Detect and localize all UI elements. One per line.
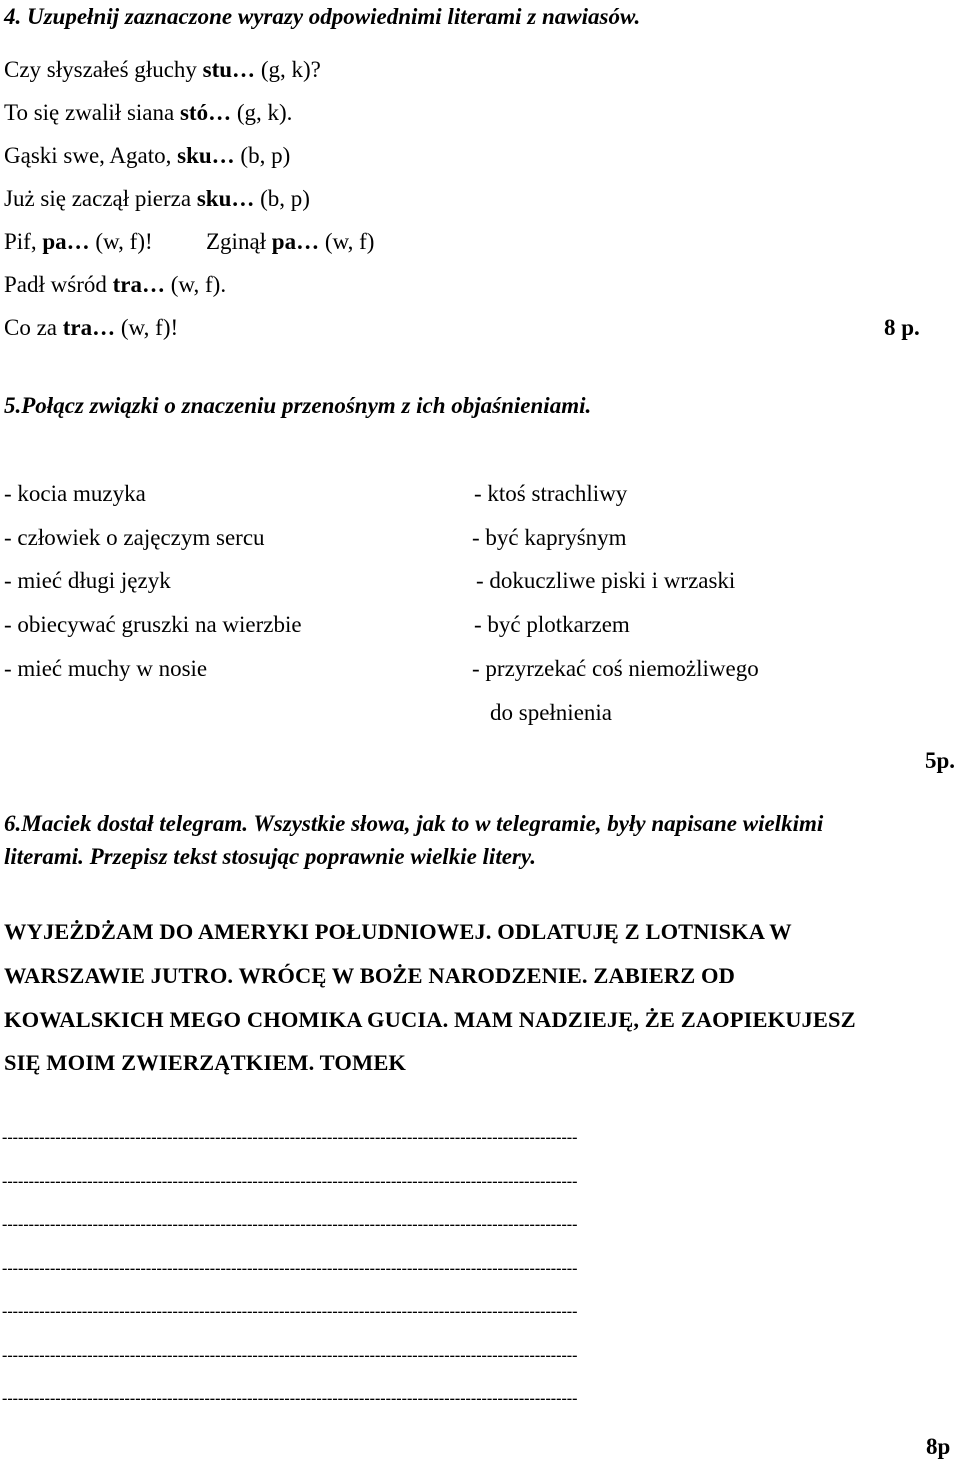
task4-points: 8 p. [884, 315, 920, 340]
task4-line-1: Czy słyszałeś głuchy stu… (g, k)? [4, 57, 321, 82]
answer-line-7: ------------------------------------------------------------------------------------------------------------ [2, 1391, 578, 1407]
task5-right-5: - przyrzekać coś niemożliwego [472, 656, 759, 681]
telegram-line-2: WARSZAWIE JUTRO. WRÓCĘ W BOŻE NARODZENIE. ZABIERZ OD [4, 963, 735, 988]
answer-line-4: ------------------------------------------------------------------------------------------------------------ [2, 1261, 578, 1277]
task4-line-3: Gąski swe, Agato, sku… (b, p) [4, 143, 291, 168]
telegram-line-3: KOWALSKICH MEGO CHOMIKA GUCIA. MAM NADZIEJĘ, ŻE ZAOPIEKUJESZ [4, 1007, 856, 1032]
task4-line-6: Padł wśród tra… (w, f). [4, 272, 227, 297]
task5-heading: 5.Połącz związki o znaczeniu przenośnym z ich objaśnieniami. [4, 393, 592, 418]
task4-line-7: Co za tra… (w, f)! [4, 315, 179, 340]
task4-heading: 4. Uzupełnij zaznaczone wyrazy odpowiednimi literami z nawiasów. [4, 4, 641, 29]
answer-line-6: ------------------------------------------------------------------------------------------------------------ [2, 1348, 578, 1364]
task6-heading-line-2: literami. Przepisz tekst stosując poprawnie wielkie litery. [4, 844, 536, 869]
task5-right-5-cont: do spełnienia [490, 700, 612, 725]
task5-left-5: - mieć muchy w nosie [4, 656, 208, 681]
task5-left-2: - człowiek o zajęczym sercu [4, 525, 265, 550]
task5-left-1: - kocia muzyka [4, 481, 146, 506]
answer-line-1: ------------------------------------------------------------------------------------------------------------ [2, 1130, 578, 1146]
task4-line-4: Już się zaczął pierza sku… (b, p) [4, 186, 310, 211]
task6-heading-line-1: 6.Maciek dostał telegram. Wszystkie słowa, jak to w telegramie, były napisane wielkimi [4, 811, 824, 836]
task6-points: 8p [926, 1434, 951, 1459]
answer-line-3: ------------------------------------------------------------------------------------------------------------ [2, 1217, 578, 1233]
task4-line-2: To się zwalił siana stó… (g, k). [4, 100, 293, 125]
task5-right-2: - być kapryśnym [472, 525, 627, 550]
task5-left-3: - mieć długi język [4, 568, 171, 593]
task5-right-1: - ktoś strachliwy [474, 481, 628, 506]
task5-points: 5p. [925, 748, 956, 773]
task5-right-4: - być plotkarzem [474, 612, 630, 637]
telegram-line-1: WYJEŻDŻAM DO AMERYKI POŁUDNIOWEJ. ODLATUJĘ Z LOTNISKA W [4, 919, 792, 944]
task4-line-5a: Pif, pa… (w, f)! [4, 229, 153, 254]
task4-line-5b: Zginął pa… (w, f) [206, 229, 375, 254]
task5-right-3: - dokuczliwe piski i wrzaski [476, 568, 736, 593]
answer-line-2: ------------------------------------------------------------------------------------------------------------ [2, 1174, 578, 1190]
task5-left-4: - obiecywać gruszki na wierzbie [4, 612, 302, 637]
telegram-line-4: SIĘ MOIM ZWIERZĄTKIEM. TOMEK [4, 1050, 407, 1075]
answer-line-5: ------------------------------------------------------------------------------------------------------------ [2, 1304, 578, 1320]
